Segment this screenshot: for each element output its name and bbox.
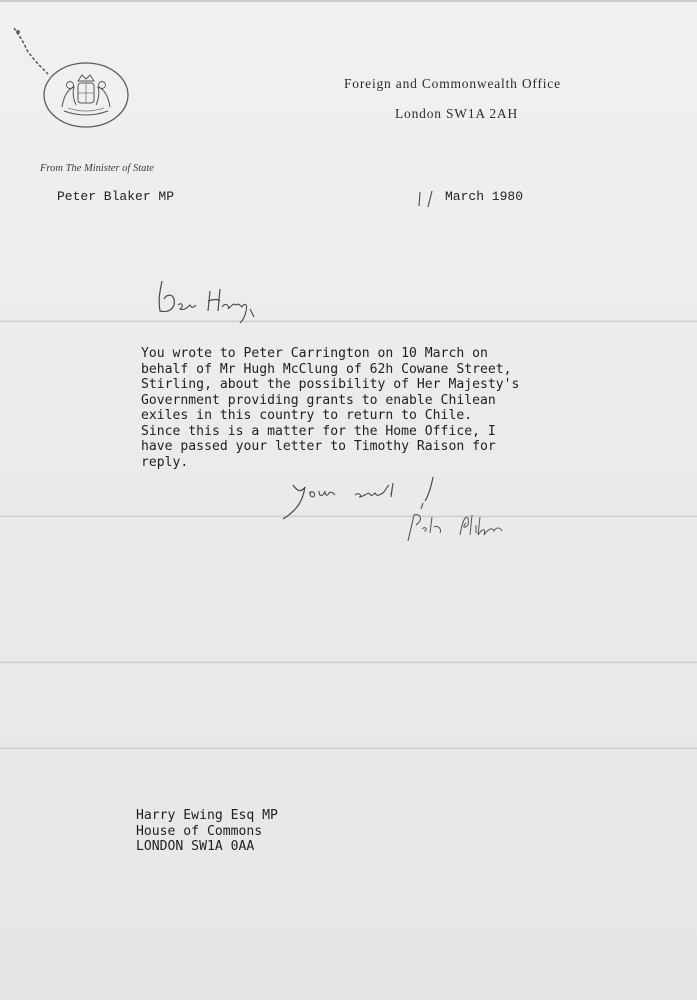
body-line: Government providing grants to enable Chilean: [141, 392, 496, 408]
letter-date: March 1980: [445, 189, 524, 204]
body-line: reply.: [141, 454, 189, 470]
body-line: have passed your letter to Timothy Raison for: [141, 439, 496, 454]
office-address: London SW1A 2AH: [395, 106, 518, 121]
letter-body: [141, 346, 591, 470]
body-line: behalf of Mr Hugh McClung of 62h Cowane Street,: [141, 361, 512, 377]
from-line: From The Minister of State: [40, 163, 154, 174]
paper-fold: [0, 747, 697, 750]
recipient-line: Harry Ewing Esq MP: [136, 808, 278, 823]
handwritten-salutation: [150, 277, 270, 327]
paper-fold: [0, 661, 697, 664]
body-line: You wrote to Peter Carrington on 10 March on: [141, 346, 488, 361]
body-line: Since this is a matter for the Home Office, I: [141, 423, 496, 439]
recipient-address: [136, 808, 436, 855]
body-line: exiles in this country to return to Chile.: [141, 408, 473, 423]
handwritten-date-day: [412, 188, 442, 210]
royal-coat-of-arms-icon: [42, 61, 130, 129]
recipient-line: LONDON SW1A 0AA: [136, 839, 255, 854]
paper-fold: [0, 320, 697, 323]
office-name: Foreign and Commonwealth Office: [344, 76, 561, 91]
handwritten-signature: [398, 507, 528, 545]
letter-page: [0, 2, 697, 1000]
sender-name: Peter Blaker MP: [57, 189, 175, 204]
recipient-line: House of Commons: [136, 823, 263, 839]
body-line: Stirling, about the possibility of Her Majesty's: [141, 377, 520, 392]
